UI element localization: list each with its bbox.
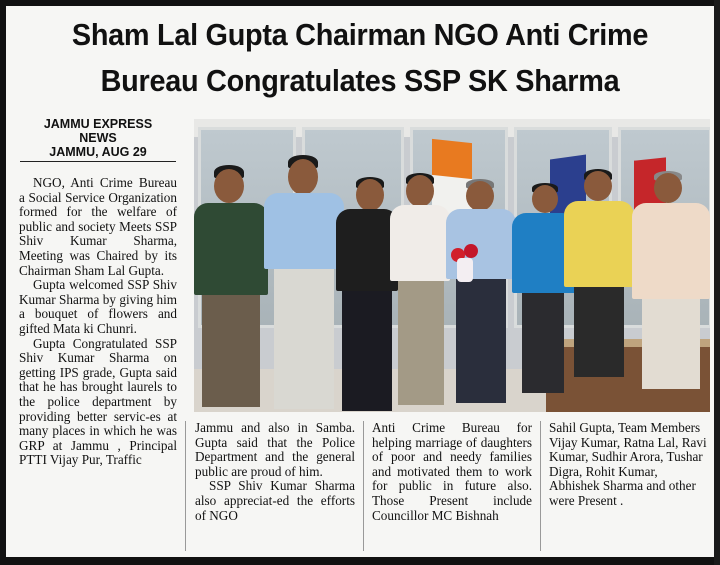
article-paragraph: Jammu and also in Samba. Gupta said that the Police Department and the general public are proud of him. — [195, 420, 355, 479]
dateline — [20, 117, 176, 162]
column-rule — [363, 421, 364, 551]
article-column-4 — [549, 421, 709, 509]
dateline-source: JAMMU EXPRESS — [43, 117, 153, 131]
page-border-right — [714, 0, 720, 565]
article-paragraph: Anti Crime Bureau for helping marriage of daughters of poor and needy families and motivated them to work for public in future also. Those Present include Councillor MC Bishnah — [372, 420, 532, 523]
article-paragraph: Gupta Congratulated SSP Shiv Kumar Sharma on getting IPS grade, Gupta said that he has brought laurels to the police department by providing better servic-es at many places in which he was GRP at Jammu , Principal PTTI Vijay Pur, Traffic — [19, 335, 177, 468]
page-border-left — [0, 0, 6, 565]
article-paragraph: NGO, Anti Crime Bureau a Social Service Organization formed for the welfare of public and society Meets SSP Shiv Kumar Sharma, Meeting was Chaired by its Chairman Sham Lal Gupta. — [19, 175, 177, 278]
headline — [35, 12, 686, 104]
article-paragraph: SSP Shiv Kumar Sharma also appreciat-ed the efforts of NGO — [195, 478, 355, 523]
article-column-1 — [19, 176, 177, 468]
dateline-rule — [20, 161, 176, 162]
page-border-top — [0, 0, 720, 6]
headline-line-2: Bureau Congratulates SSP SK Sharma — [100, 63, 620, 98]
article-paragraph: Sahil Gupta, Team Members Vijay Kumar, Ratna Lal, Ravi Kumar, Sudhir Arora, Tushar Digra, Rohit Kumar, Abhishek Sharma and other were Present . — [549, 420, 707, 508]
column-rule — [540, 421, 541, 551]
article-paragraph: Gupta welcomed SSP Shiv Kumar Sharma by giving him a bouquet of flowers and gifted Mata ki Chunri. — [19, 277, 177, 336]
dateline-source-2: NEWS — [79, 131, 117, 145]
article-column-2 — [195, 421, 355, 523]
dateline-place-date: JAMMU, AUG 29 — [49, 145, 147, 159]
page-border-bottom — [0, 557, 720, 565]
article-column-3 — [372, 421, 532, 523]
group-photo — [194, 119, 710, 412]
bouquet-icon — [447, 244, 483, 284]
column-rule — [185, 421, 186, 551]
headline-line-1: Sham Lal Gupta Chairman NGO Anti Crime — [71, 17, 649, 52]
